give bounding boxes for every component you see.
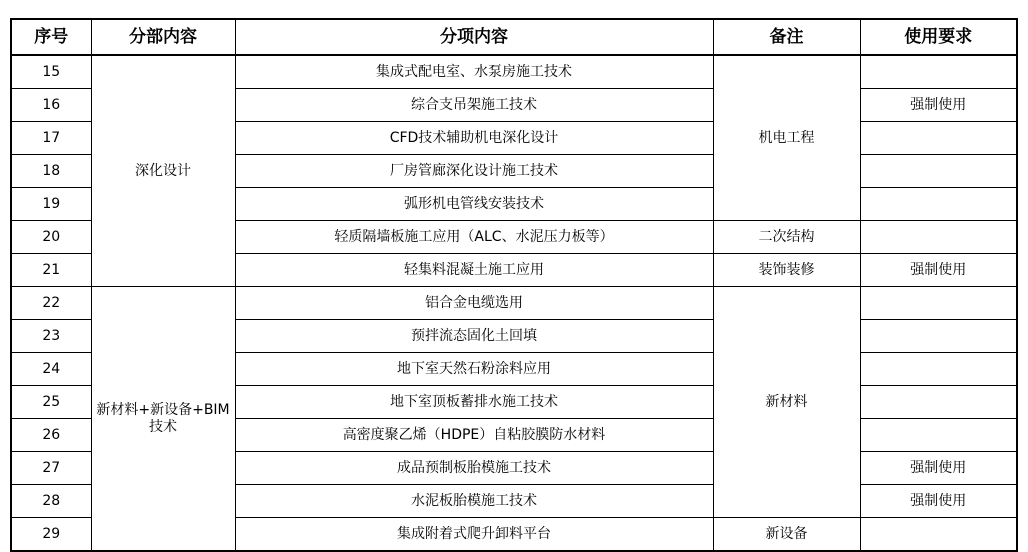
cell-no: 27 — [11, 452, 91, 485]
cell-item: 集成附着式爬升卸料平台 — [235, 518, 713, 552]
cell-no: 17 — [11, 122, 91, 155]
cell-item: 综合支吊架施工技术 — [235, 89, 713, 122]
cell-note-secondary: 二次结构 — [713, 221, 860, 254]
cell-req — [860, 155, 1017, 188]
cell-req — [860, 518, 1017, 552]
cell-no: 22 — [11, 287, 91, 320]
cell-req — [860, 188, 1017, 221]
cell-no: 25 — [11, 386, 91, 419]
cell-item: 厂房管廊深化设计施工技术 — [235, 155, 713, 188]
cell-part-deepening: 深化设计 — [91, 55, 235, 287]
cell-req: 强制使用 — [860, 254, 1017, 287]
cell-no: 29 — [11, 518, 91, 552]
cell-no: 20 — [11, 221, 91, 254]
table-container — [10, 18, 1018, 552]
cell-item: 铝合金电缆选用 — [235, 287, 713, 320]
cell-req — [860, 320, 1017, 353]
cell-no: 21 — [11, 254, 91, 287]
cell-item: 弧形机电管线安装技术 — [235, 188, 713, 221]
cell-item: 地下室天然石粉涂料应用 — [235, 353, 713, 386]
cell-no: 28 — [11, 485, 91, 518]
cell-req — [860, 419, 1017, 452]
cell-item: 地下室顶板蓄排水施工技术 — [235, 386, 713, 419]
cell-item: 成品预制板胎模施工技术 — [235, 452, 713, 485]
cell-item: 预拌流态固化土回填 — [235, 320, 713, 353]
construction-tech-table — [10, 18, 1018, 552]
cell-req — [860, 386, 1017, 419]
cell-req — [860, 55, 1017, 89]
header-no: 序号 — [11, 19, 91, 55]
cell-req — [860, 287, 1017, 320]
cell-no: 15 — [11, 55, 91, 89]
table-row — [11, 287, 1017, 320]
cell-item: 高密度聚乙烯（HDPE）自粘胶膜防水材料 — [235, 419, 713, 452]
cell-req — [860, 122, 1017, 155]
cell-req: 强制使用 — [860, 452, 1017, 485]
cell-no: 26 — [11, 419, 91, 452]
cell-no: 23 — [11, 320, 91, 353]
cell-note-decoration: 装饰装修 — [713, 254, 860, 287]
header-item: 分项内容 — [235, 19, 713, 55]
cell-no: 19 — [11, 188, 91, 221]
cell-item: CFD技术辅助机电深化设计 — [235, 122, 713, 155]
cell-note-mep: 机电工程 — [713, 55, 860, 221]
header-req: 使用要求 — [860, 19, 1017, 55]
cell-item: 轻质隔墙板施工应用（ALC、水泥压力板等） — [235, 221, 713, 254]
cell-no: 24 — [11, 353, 91, 386]
cell-note-new-material: 新材料 — [713, 287, 860, 518]
table-row — [11, 55, 1017, 89]
cell-req — [860, 353, 1017, 386]
cell-item: 水泥板胎模施工技术 — [235, 485, 713, 518]
cell-item: 轻集料混凝土施工应用 — [235, 254, 713, 287]
cell-no: 18 — [11, 155, 91, 188]
table-header-row — [11, 19, 1017, 55]
cell-no: 16 — [11, 89, 91, 122]
cell-note-new-equipment: 新设备 — [713, 518, 860, 552]
header-note: 备注 — [713, 19, 860, 55]
cell-part-new-material: 新材料+新设备+BIM技术 — [91, 287, 235, 552]
cell-req: 强制使用 — [860, 89, 1017, 122]
cell-req: 强制使用 — [860, 485, 1017, 518]
cell-item: 集成式配电室、水泵房施工技术 — [235, 55, 713, 89]
header-part: 分部内容 — [91, 19, 235, 55]
cell-req — [860, 221, 1017, 254]
